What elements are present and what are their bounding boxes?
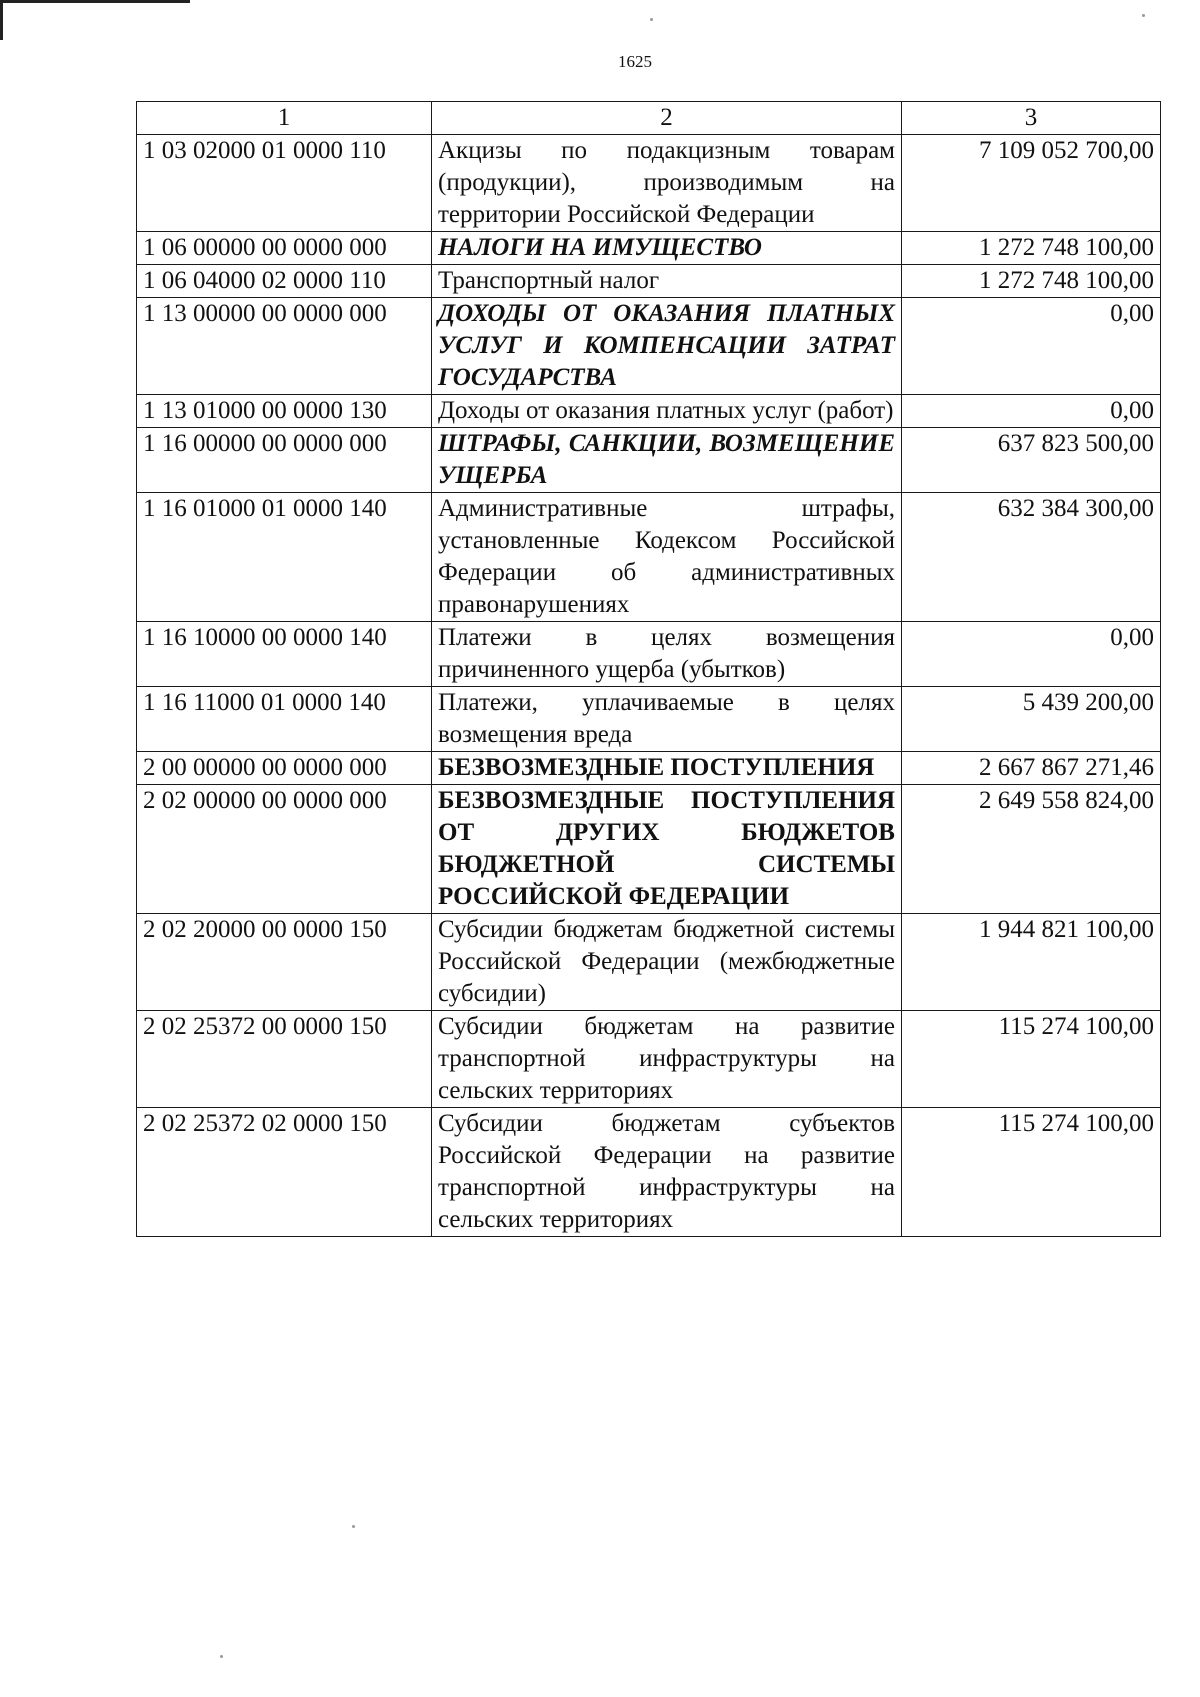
table-row [137, 395, 1161, 428]
revenue-name-cell: Транспортный налог [432, 265, 902, 298]
revenue-name-cell: Платежи в целях возмещения причиненного ущерба (убытков) [432, 622, 902, 687]
revenue-name-cell: НАЛОГИ НА ИМУЩЕСТВО [432, 232, 902, 265]
table-row [137, 687, 1161, 752]
revenue-code-cell: 2 02 25372 00 0000 150 [137, 1011, 432, 1108]
revenue-code-cell: 1 06 00000 00 0000 000 [137, 232, 432, 265]
scan-speck [352, 1525, 355, 1528]
scan-speck [650, 18, 653, 21]
column-header-code: 1 [137, 102, 432, 135]
scan-corner-mark [0, 0, 190, 3]
revenue-amount-cell: 7 109 052 700,00 [902, 135, 1161, 232]
budget-revenue-table [136, 101, 1161, 1237]
revenue-amount-cell: 637 823 500,00 [902, 428, 1161, 493]
table-row [137, 493, 1161, 622]
revenue-amount-cell: 2 667 867 271,46 [902, 752, 1161, 785]
column-header-amount: 3 [902, 102, 1161, 135]
page-number: 1625 [618, 52, 652, 71]
revenue-code-cell: 2 02 00000 00 0000 000 [137, 785, 432, 914]
table-header-row [137, 102, 1161, 135]
revenue-amount-cell: 1 944 821 100,00 [902, 914, 1161, 1011]
revenue-amount-cell: 1 272 748 100,00 [902, 265, 1161, 298]
revenue-name-cell: Акцизы по подакцизным товарам (продукции), производимым на территории Российской Федерации [432, 135, 902, 232]
table-row [137, 265, 1161, 298]
table-row [137, 232, 1161, 265]
table-row [137, 914, 1161, 1011]
revenue-name-cell: ШТРАФЫ, САНКЦИИ, ВОЗМЕЩЕНИЕ УЩЕРБА [432, 428, 902, 493]
scan-corner-mark-vertical [0, 0, 3, 40]
revenue-code-cell: 2 02 20000 00 0000 150 [137, 914, 432, 1011]
revenue-code-cell: 1 13 01000 00 0000 130 [137, 395, 432, 428]
scan-speck [220, 1655, 223, 1658]
revenue-name-cell: ДОХОДЫ ОТ ОКАЗАНИЯ ПЛАТНЫХ УСЛУГ И КОМПЕНСАЦИИ ЗАТРАТ ГОСУДАРСТВА [432, 298, 902, 395]
revenue-amount-cell: 0,00 [902, 395, 1161, 428]
table-row [137, 135, 1161, 232]
revenue-code-cell: 1 16 00000 00 0000 000 [137, 428, 432, 493]
revenue-amount-cell: 115 274 100,00 [902, 1011, 1161, 1108]
revenue-amount-cell: 1 272 748 100,00 [902, 232, 1161, 265]
revenue-name-cell: БЕЗВОЗМЕЗДНЫЕ ПОСТУПЛЕНИЯ ОТ ДРУГИХ БЮДЖЕТОВ БЮДЖЕТНОЙ СИСТЕМЫ РОССИЙСКОЙ ФЕДЕРАЦИИ [432, 785, 902, 914]
revenue-amount-cell: 0,00 [902, 622, 1161, 687]
revenue-amount-cell: 115 274 100,00 [902, 1108, 1161, 1237]
revenue-code-cell: 1 16 10000 00 0000 140 [137, 622, 432, 687]
revenue-code-cell: 1 03 02000 01 0000 110 [137, 135, 432, 232]
revenue-name-cell: Административные штрафы, установленные Кодексом Российской Федерации об административных правонарушениях [432, 493, 902, 622]
table-row [137, 298, 1161, 395]
revenue-code-cell: 1 16 01000 01 0000 140 [137, 493, 432, 622]
revenue-name-cell: Субсидии бюджетам на развитие транспортной инфраструктуры на сельских территориях [432, 1011, 902, 1108]
table-row [137, 428, 1161, 493]
revenue-code-cell: 2 02 25372 02 0000 150 [137, 1108, 432, 1237]
revenue-amount-cell: 2 649 558 824,00 [902, 785, 1161, 914]
table-row [137, 1011, 1161, 1108]
revenue-name-cell: Доходы от оказания платных услуг (работ) [432, 395, 902, 428]
revenue-name-cell: Субсидии бюджетам бюджетной системы Российской Федерации (межбюджетные субсидии) [432, 914, 902, 1011]
revenue-amount-cell: 0,00 [902, 298, 1161, 395]
table-row [137, 752, 1161, 785]
revenue-code-cell: 2 00 00000 00 0000 000 [137, 752, 432, 785]
scan-speck [1142, 14, 1145, 17]
revenue-code-cell: 1 13 00000 00 0000 000 [137, 298, 432, 395]
revenue-name-cell: Субсидии бюджетам субъектов Российской Федерации на развитие транспортной инфраструктуры на сельских территориях [432, 1108, 902, 1237]
revenue-amount-cell: 5 439 200,00 [902, 687, 1161, 752]
table-row [137, 1108, 1161, 1237]
revenue-amount-cell: 632 384 300,00 [902, 493, 1161, 622]
table-row [137, 622, 1161, 687]
column-header-name: 2 [432, 102, 902, 135]
revenue-code-cell: 1 16 11000 01 0000 140 [137, 687, 432, 752]
revenue-name-cell: БЕЗВОЗМЕЗДНЫЕ ПОСТУПЛЕНИЯ [432, 752, 902, 785]
revenue-name-cell: Платежи, уплачиваемые в целях возмещения вреда [432, 687, 902, 752]
table-row [137, 785, 1161, 914]
revenue-code-cell: 1 06 04000 02 0000 110 [137, 265, 432, 298]
